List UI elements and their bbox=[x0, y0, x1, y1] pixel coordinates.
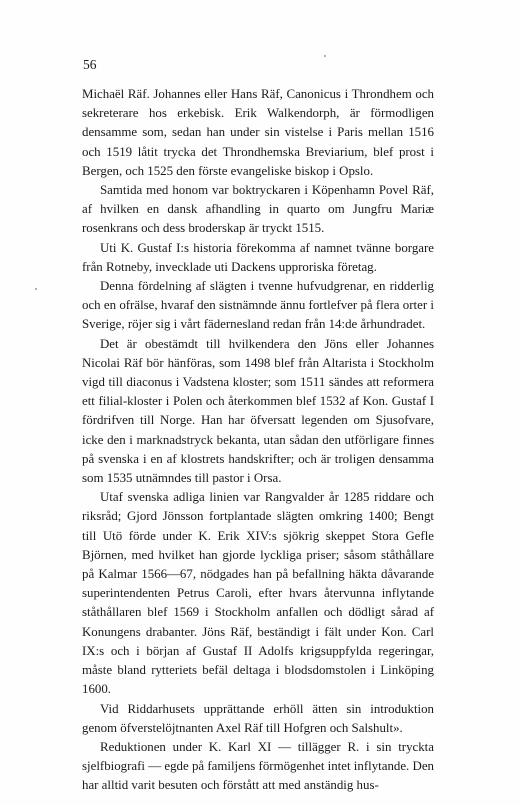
print-speck bbox=[324, 55, 326, 57]
paragraph: Uti K. Gustaf I:s historia förekomma af namnet tvänne borgare från Rotneby, invecklade uti Dackens upproriska företag. bbox=[82, 240, 434, 274]
paragraph: Reduktionen under K. Karl XI — tillägger R. i sin tryckta sjelfbiografi — egde på familjens förmögenhet intet inflytande. Den har alltid varit besuten och förstått att med anständig hus- bbox=[82, 739, 434, 793]
page-number: 56 bbox=[83, 57, 97, 72]
print-speck bbox=[35, 288, 37, 290]
body-text bbox=[82, 85, 434, 796]
paragraph: Vid Riddarhusets upprättande erhöll ätten sin introduktion genom öfverstelöjtnanten Axel Räf till Hofgren och Salshult». bbox=[82, 701, 434, 735]
paragraph: Denna fördelning af slägten i tvenne hufvudgrenar, en ridderlig och en ofrälse, hvaraf den sistnämnde ännu fortlefver på flera orter i Sverige, röjer sig i vårt fädernesland redan från 14:de århundradet. bbox=[82, 279, 434, 332]
paragraph: Samtida med honom var boktryckaren i Köpenhamn Povel Räf, af hvilken en dansk afhandling in quarto om Jungfru Mariæ rosenkrans och dess broderskap är tryckt 1515. bbox=[82, 183, 434, 236]
paragraph: Det är obestämdt till hvilkendera den Jöns eller Johannes Nicolai Räf bör hänföras, som 1498 blef från Altarista i Stockholm vigd till diaconus i Vadstena kloster; som 1511 sändes att reformera ett filial-kloster i Polen och återkommen blef 1532 af Kon. Gustaf I fördrifven till Norge. Han har öfversatt legenden om Sjusofvare, icke den i marknadstryck bekanta, utan sådan den utförligare finnes på svenska i en af klostrets handskrifter; och är troligen densamma som 1535 utnämndes till pastor i Orsa. bbox=[82, 336, 434, 486]
paragraph: Utaf svenska adliga linien var Rangvalder år 1285 riddare och riksråd; Gjord Jönsson fortplantade slägten omkring 1400; Bengt till Utö förde under K. Erik XIV:s sjökrig skeppet Stora Gefle Björnen, med hvilket han gjorde lyckliga priser; såsom ståthållare på Kalmar 1566—67, nödgades han på befallning häkta dåvarande superintendenten Petrus Caroli, efter hvars återvunna inflytande ståthållaren blef 1569 i Stockholm anfallen och dödligt sårad af Konungens drabanter. Jöns Räf, beständigt i fält under Kon. Carl IX:s och i början af Gustaf II Adolfs krigsuppfylda regeringar, måste bland rytteriets befäl deltaga i blodsdomstolen i Linköping 1600. bbox=[82, 490, 434, 697]
paragraph: Michaël Räf. Johannes eller Hans Räf, Canonicus i Throndhem och sekreterare hos erkebisk. Erik Walkendorph, är förmodligen densamme som, sedan han under sin vistelse i Paris mellan 1516 och 1519 låtit trycka det Throndhemska Breviarium, blef prost i Bergen, och 1525 den förste evangeliske biskop i Opslo. bbox=[82, 87, 434, 178]
